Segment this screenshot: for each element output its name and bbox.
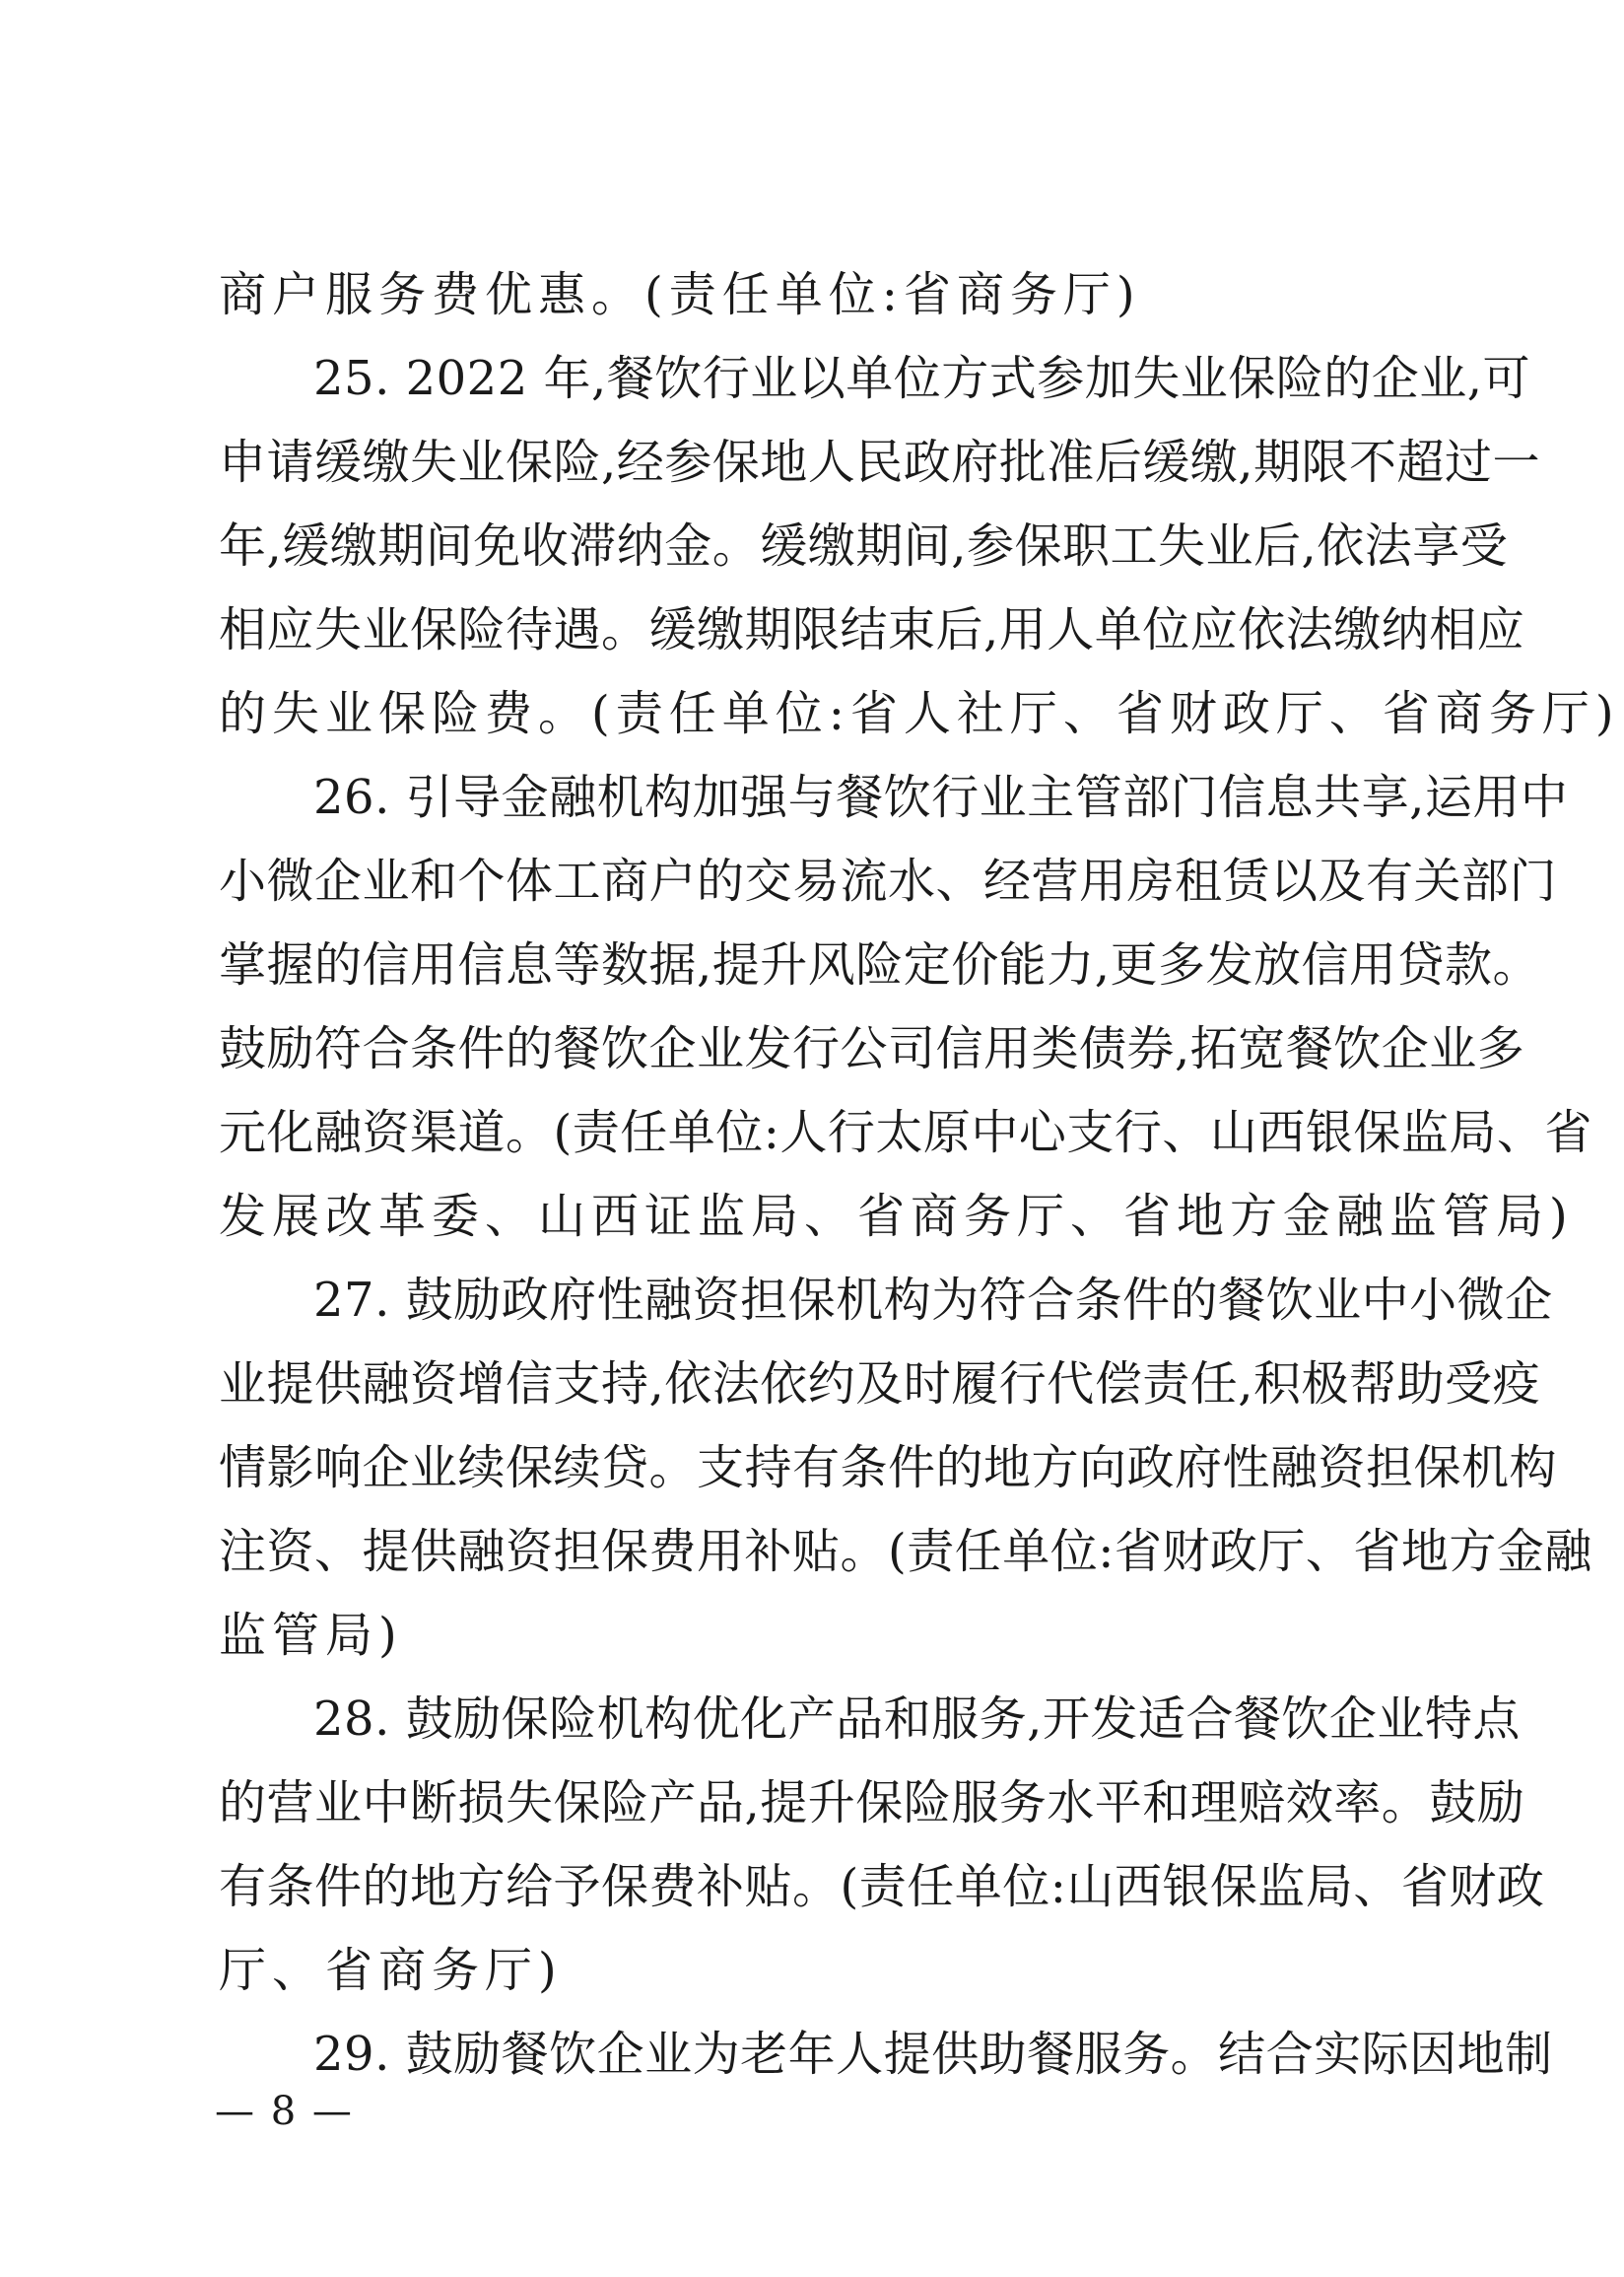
text-line: 的营业中断损失保险产品,提升保险服务水平和理赔效率。鼓励: [219, 1775, 1525, 1830]
text-line: 注资、提供融资担保费用补贴。(责任单位:省财政厅、省地方金融: [219, 1524, 1592, 1579]
paragraph-25-first-line: 25. 2022 年,餐饮行业以单位方式参加失业保险的企业,可: [313, 351, 1531, 406]
paragraph-29-first-line: 29. 鼓励餐饮企业为老年人提供助餐服务。结合实际因地制: [313, 2027, 1553, 2082]
text-line: 元化融资渠道。(责任单位:人行太原中心支行、山西银保监局、省: [219, 1105, 1592, 1160]
text-line: 的失业保险费。(责任单位:省人社厅、省财政厅、省商务厅): [219, 686, 1620, 741]
text-line: 年,缓缴期间免收滞纳金。缓缴期间,参保职工失业后,依法享受: [219, 518, 1509, 574]
text-line: 厅、省商务厅): [219, 1943, 563, 1998]
text-line: 情影响企业续保续贷。支持有条件的地方向政府性融资担保机构: [219, 1440, 1558, 1495]
paragraph-27-first-line: 27. 鼓励政府性融资担保机构为符合条件的餐饮业中小微企: [313, 1273, 1553, 1328]
text-line: 掌握的信用信息等数据,提升风险定价能力,更多发放信用贷款。: [219, 937, 1541, 993]
page-number: — 8 —: [215, 2089, 354, 2134]
text-line: 监管局): [219, 1608, 403, 1663]
text-line: 有条件的地方给予保费补贴。(责任单位:山西银保监局、省财政: [219, 1859, 1545, 1914]
text-line: 业提供融资增信支持,依法依约及时履行代偿责任,积极帮助受疫: [219, 1356, 1541, 1412]
paragraph-28-first-line: 28. 鼓励保险机构优化产品和服务,开发适合餐饮企业特点: [313, 1691, 1521, 1747]
paragraph-26-first-line: 26. 引导金融机构加强与餐饮行业主管部门信息共享,运用中: [313, 770, 1569, 825]
text-line: 相应失业保险待遇。缓缴期限结束后,用人单位应依法缴纳相应: [219, 602, 1525, 657]
text-line: 申请缓缴失业保险,经参保地人民政府批准后缓缴,期限不超过一: [219, 435, 1541, 490]
text-line: 鼓励符合条件的餐饮企业发行公司信用类债券,拓宽餐饮企业多: [219, 1021, 1525, 1076]
text-line: 小微企业和个体工商户的交易流水、经营用房租赁以及有关部门: [219, 854, 1558, 909]
text-line: 商户服务费优惠。(责任单位:省商务厅): [219, 267, 1141, 322]
text-line: 发展改革委、山西证监局、省商务厅、省地方金融监管局): [219, 1189, 1574, 1244]
